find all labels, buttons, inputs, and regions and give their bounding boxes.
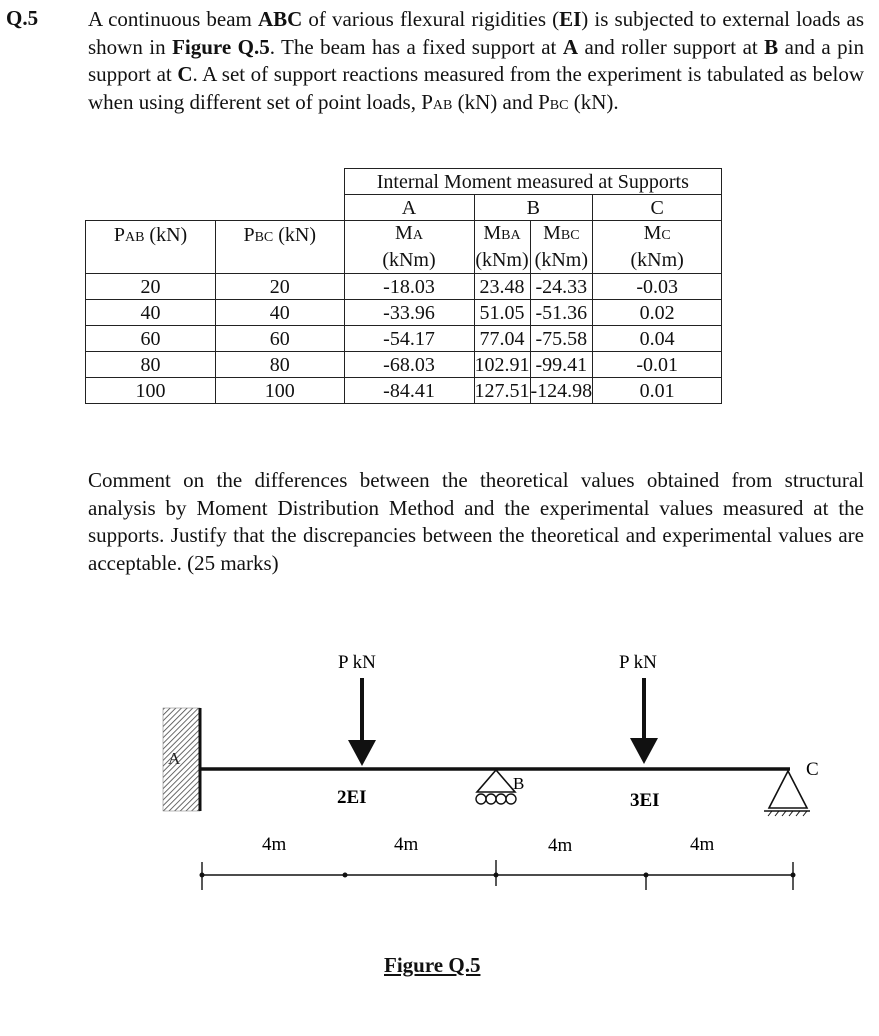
table-cell: -18.03 (344, 274, 474, 300)
table-cell: -0.01 (593, 352, 722, 378)
question-text-run: ) is subjected to external loads as shown in (88, 7, 865, 59)
table-cell: -54.17 (344, 326, 474, 352)
moment-table (85, 168, 722, 404)
table-cell: 20 (86, 274, 216, 300)
column-header-subscript: C (661, 228, 671, 243)
question-text-run: (kN) and P (452, 89, 550, 114)
support-header-b: B (474, 195, 593, 221)
table-cell: -51.36 (530, 300, 593, 326)
support-label-b: B (513, 774, 525, 793)
support-label-a: A (168, 749, 181, 768)
dimension-line (200, 860, 796, 890)
ei-label-2: 3EI (630, 790, 660, 811)
table-cell: 60 (86, 326, 216, 352)
table-cell: 0.01 (593, 378, 722, 404)
question-text-run: A (562, 34, 579, 59)
table-cell: 20 (216, 274, 345, 300)
column-header (593, 221, 722, 274)
column-header-row (86, 221, 722, 274)
table-cell: 51.05 (474, 300, 530, 326)
table-row (86, 300, 722, 326)
question-text-run: . The beam has a fixed support at (269, 34, 563, 59)
table-cell: 40 (216, 300, 345, 326)
column-header-unit: (kN) (273, 224, 317, 246)
column-header-unit: (kNm) (630, 249, 684, 271)
question-text-run: B (764, 34, 779, 59)
span-label-2: 4m (394, 834, 419, 855)
column-header (86, 221, 216, 274)
pin-support-c (764, 771, 810, 816)
table-cell: -24.33 (530, 274, 593, 300)
table-cell: 102.91 (474, 353, 530, 376)
column-header-subscript: A (412, 228, 423, 243)
column-header-unit: (kNm) (534, 249, 588, 271)
table-cell: -33.96 (344, 300, 474, 326)
table-row (86, 326, 722, 352)
column-header-unit: (kNm) (382, 249, 436, 271)
column-header-symbol: M (543, 222, 561, 244)
column-header-symbol: M (643, 222, 662, 244)
question-text-run: (kN). (568, 89, 619, 114)
column-header-symbol: M (395, 222, 413, 244)
table-cell: 100 (216, 378, 345, 404)
group-header: Internal Moment measured at Supports (344, 169, 722, 195)
question-text-run: . A set of support reactions measured from the experiment is tabulated as below when using different set of point loads, P (88, 62, 864, 114)
table-cell: -124.98 (530, 379, 593, 402)
question-text-run: C (177, 62, 193, 86)
question-text-run: BC (549, 97, 569, 113)
column-header-symbol: P (113, 224, 125, 246)
column-header (216, 221, 345, 274)
table-body (86, 274, 722, 404)
support-header-c: C (593, 195, 722, 221)
ei-label-1: 2EI (337, 787, 367, 808)
question-text-run: of various flexural rigidities ( (302, 7, 560, 31)
table-row (86, 274, 722, 300)
column-header-unit: (kNm) (475, 249, 529, 271)
column-header-subscript: BC (560, 228, 580, 243)
table-row (86, 378, 722, 404)
question-text-run: A continuous beam (88, 7, 258, 31)
load-arrow-2 (630, 738, 658, 764)
table-cell: 0.02 (593, 300, 722, 326)
beam-figure (0, 640, 879, 950)
question-text-run: and roller support at (578, 34, 765, 59)
load-arrow-1 (348, 740, 376, 766)
table-row (86, 352, 722, 378)
table-cell: 80 (216, 352, 345, 378)
question-text-run: and a pin support at (88, 34, 864, 86)
table-cell: -68.03 (344, 352, 474, 378)
roller-support-b (476, 770, 516, 804)
column-header (530, 221, 593, 274)
span-label-1: 4m (262, 834, 287, 855)
comment-text: Comment on the differences between the theoretical values obtained from structural analysis by Moment Distribution Method and the experimental values measured at the supports. Justify that the discrepancies between the theoretical and experimental values are acceptable. (25 marks) (88, 468, 864, 575)
table-cell: -0.03 (593, 274, 722, 300)
column-header-subscript: BA (501, 228, 521, 243)
column-header (344, 221, 474, 274)
table-cell: -84.41 (344, 378, 474, 404)
column-header-subscript: AB (124, 230, 145, 245)
column-header-symbol: P (243, 224, 255, 246)
question-number: Q.5 (6, 6, 39, 30)
table-cell: 23.48 (474, 274, 530, 300)
span-label-4: 4m (690, 834, 715, 855)
table-cell: 80 (86, 352, 216, 378)
table-cell: 127.51 (474, 379, 530, 402)
table-cell: -99.41 (530, 352, 593, 378)
table-cell: 60 (216, 326, 345, 352)
load-label-2: P kN (619, 652, 657, 673)
support-label-c: C (806, 759, 819, 780)
column-header-symbol: M (483, 222, 502, 244)
table-cell: 77.04 (474, 326, 530, 352)
table-cell: 40 (86, 300, 216, 326)
table-cell: 0.04 (593, 326, 722, 352)
table-cell: 100 (86, 378, 216, 404)
span-label-3: 4m (548, 835, 573, 856)
column-header-unit: (kN) (144, 224, 188, 246)
column-header (474, 221, 530, 274)
column-header-subscript: BC (254, 230, 274, 245)
table-cell: -75.58 (530, 326, 593, 352)
question-text-run: EI (559, 7, 582, 31)
question-text (88, 6, 864, 119)
support-header-a: A (344, 195, 474, 221)
figure-caption: Figure Q.5 (384, 953, 481, 977)
question-text-run: ABC (257, 7, 303, 31)
question-text-run: AB (432, 97, 453, 113)
question-text-run: Figure Q.5 (172, 34, 270, 59)
load-label-1: P kN (338, 652, 376, 673)
